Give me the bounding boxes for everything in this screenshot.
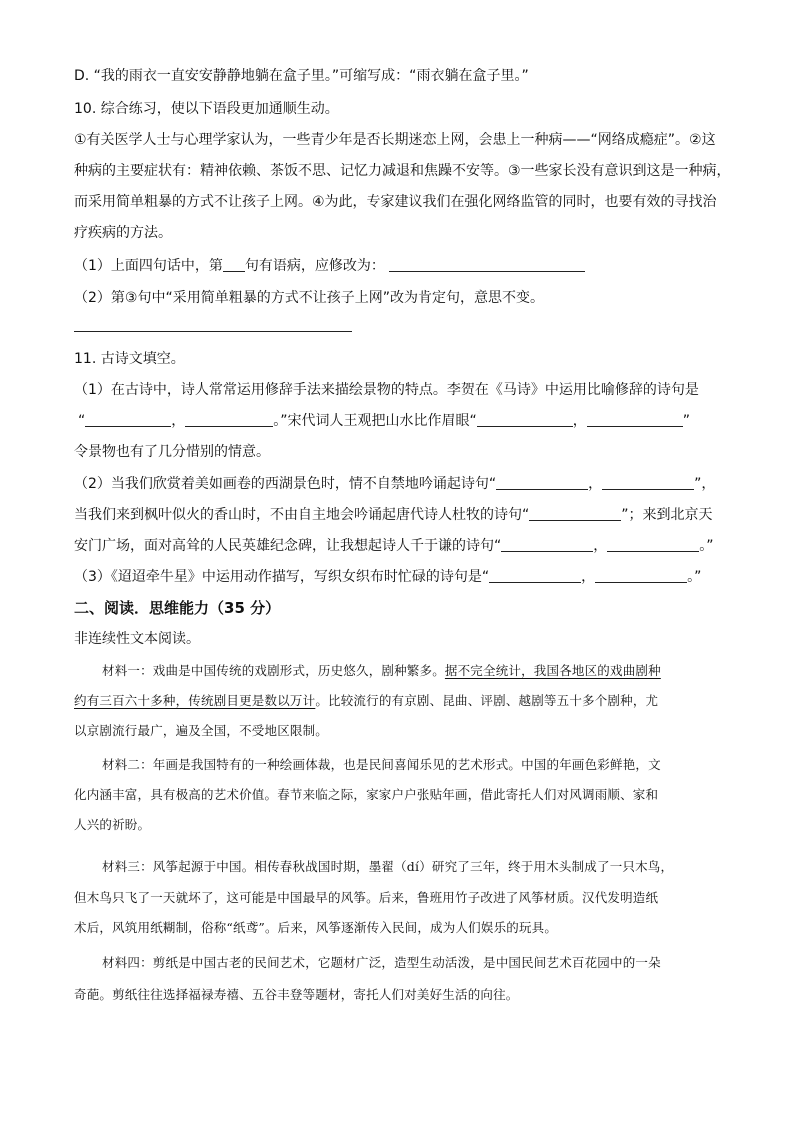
answer-line[interactable] xyxy=(74,331,352,332)
q11-sub2-text-4: 安门广场，面对高耸的人民英雄纪念碑，让我想起诗人千于谦的诗句“ xyxy=(74,538,502,554)
q11-sub3-line xyxy=(74,567,701,587)
material-1-line-2 xyxy=(74,691,658,711)
material-1-text: 材料一：戏曲是中国传统的戏剧形式，历史悠久，剧种繁多。 xyxy=(102,663,445,678)
answer-blank[interactable] xyxy=(489,568,581,583)
section-instruction: 非连续性文本阅读。 xyxy=(74,631,200,647)
material-2-line-1: 材料二：年画是我国特有的一种绘画体裁，也是民间喜闻乐见的艺术形式。中国的年画色彩鲜艳，文 xyxy=(102,757,661,772)
comma: ， xyxy=(588,476,603,492)
option-d-line: D. “我的雨衣一直安安静静地躺在盒子里。”可缩写成：“雨衣躺在盒子里。” xyxy=(74,68,529,84)
quote-close: 。” xyxy=(699,538,714,554)
material-2-line-3: 人兴的祈盼。 xyxy=(74,817,151,832)
underlined-sentence: 约有三百六十多种，传统剧目更是数以万计 xyxy=(74,693,316,708)
answer-blank[interactable] xyxy=(85,412,171,427)
q11-sub2-text-2: 当我们来到枫叶似火的香山时，不由自主地会吟诵起唐代诗人杜牧的诗句“ xyxy=(74,507,530,523)
q11-sub2-line-1 xyxy=(74,474,715,494)
passage-line-4: 疗疾病的方法。 xyxy=(74,225,172,241)
answer-blank[interactable] xyxy=(185,412,273,427)
answer-blank[interactable] xyxy=(607,537,699,552)
comma: ， xyxy=(572,413,587,429)
answer-blank[interactable] xyxy=(389,257,585,272)
material-3-line-2: 但木鸟只飞了一天就坏了，这可能是中国最早的风筝。后来，鲁班用竹子改进了风筝材质。汉代发明造纸 xyxy=(74,890,659,905)
question-11-heading: 11. 古诗文填空。 xyxy=(74,351,185,367)
comma: ， xyxy=(171,413,186,429)
material-3-line-3: 术后，风筑用纸糊制，俗称“纸鸢”。后来，风筝逐渐传入民间，成为人们娱乐的玩具。 xyxy=(74,920,558,935)
answer-blank[interactable] xyxy=(477,412,573,427)
answer-blank[interactable] xyxy=(223,257,245,272)
comma: ， xyxy=(593,538,608,554)
answer-blank[interactable] xyxy=(595,568,687,583)
material-2-line-2: 化内涵丰富，具有极高的艺术价值。春节来临之际，家家户户张贴年画，借此寄托人们对风调雨顺、家和 xyxy=(74,787,659,802)
quote-close: ” xyxy=(682,413,691,429)
quote-close: ”， xyxy=(694,476,716,492)
answer-blank[interactable] xyxy=(602,475,694,490)
passage-line-3: 而采用简单粗暴的方式不让孩子上网。④为此，专家建议我们在强化网络监管的同时，也要有效的寻找治 xyxy=(74,194,717,210)
quote-close: 。” xyxy=(687,569,702,585)
q11-sub2-line-2 xyxy=(74,505,713,525)
material-1-line-3: 以京剧流行最广，遍及全国，不受地区限制。 xyxy=(74,723,329,738)
underlined-sentence: 据不完全统计，我国各地区的戏曲剧种 xyxy=(444,663,661,678)
answer-blank[interactable] xyxy=(501,537,593,552)
q10-sub1-text-b: 句有语病，应修改为： xyxy=(244,258,385,274)
q11-sub3-text: （3）《迢迢牵牛星》中运用动作描写，写织女织布时忙碌的诗句是“ xyxy=(74,569,490,585)
passage-line-1: ①有关医学人士与心理学家认为，一些青少年是否长期迷恋上网，会患上一种病——“网络成瘾症”。②这 xyxy=(74,132,716,148)
q11-sub2-text-3: ”；来到北京天 xyxy=(621,507,713,523)
material-1-line-1 xyxy=(102,661,661,681)
quote-open: “ xyxy=(78,413,86,429)
comma: ， xyxy=(581,569,596,585)
answer-blank[interactable] xyxy=(587,412,683,427)
q11-sub2-text: （2）当我们欣赏着美如画卷的西湖景色时，情不自禁地吟诵起诗句“ xyxy=(74,476,497,492)
material-4-line-2: 奇葩。剪纸往往选择福禄寿禧、五谷丰登等题材，寄托人们对美好生活的向往。 xyxy=(74,987,519,1002)
q10-sub2: （2）第③句中“采用简单粗暴的方式不让孩子上网”改为肯定句，意思不变。 xyxy=(74,290,544,306)
q10-sub1-text-a: （1）上面四句话中，第 xyxy=(74,258,223,274)
answer-blank[interactable] xyxy=(496,475,588,490)
q11-sub1-line-2 xyxy=(78,411,690,431)
q11-sub1-line-3: 令景物也有了几分惜别的情意。 xyxy=(74,444,270,460)
material-4-line-1: 材料四：剪纸是中国古老的民间艺术，它题材广泛，造型生动活泼，是中国民间艺术百花园中的一朵 xyxy=(102,955,661,970)
q10-sub1 xyxy=(74,256,585,276)
material-1-text: 。比较流行的有京剧、昆曲、评剧、越剧等五十多个剧种，尤 xyxy=(315,693,659,708)
q11-sub2-line-3 xyxy=(74,536,714,556)
question-10-heading: 10. 综合练习，使以下语段更加通顺生动。 xyxy=(74,101,339,117)
q11-sub1-line-1: （1）在古诗中，诗人常常运用修辞手法来描绘景物的特点。李贺在《马诗》中运用比喻修辞的诗句是 xyxy=(74,382,699,398)
answer-blank[interactable] xyxy=(529,506,621,521)
q11-sub1-mid: 。”宋代词人王观把山水比作眉眼“ xyxy=(273,413,477,429)
material-3-line-1: 材料三：风筝起源于中国。相传春秋战国时期，墨翟（dí）研究了三年，终于用木头制成了一只木鸟， xyxy=(102,859,674,874)
passage-line-2: 种病的主要症状有：精神依赖、茶饭不思、记忆力减退和焦躁不安等。③一些家长没有意识到这是一种病， xyxy=(74,163,731,179)
section-heading: 二、阅读．思维能力（35 分） xyxy=(74,599,281,617)
